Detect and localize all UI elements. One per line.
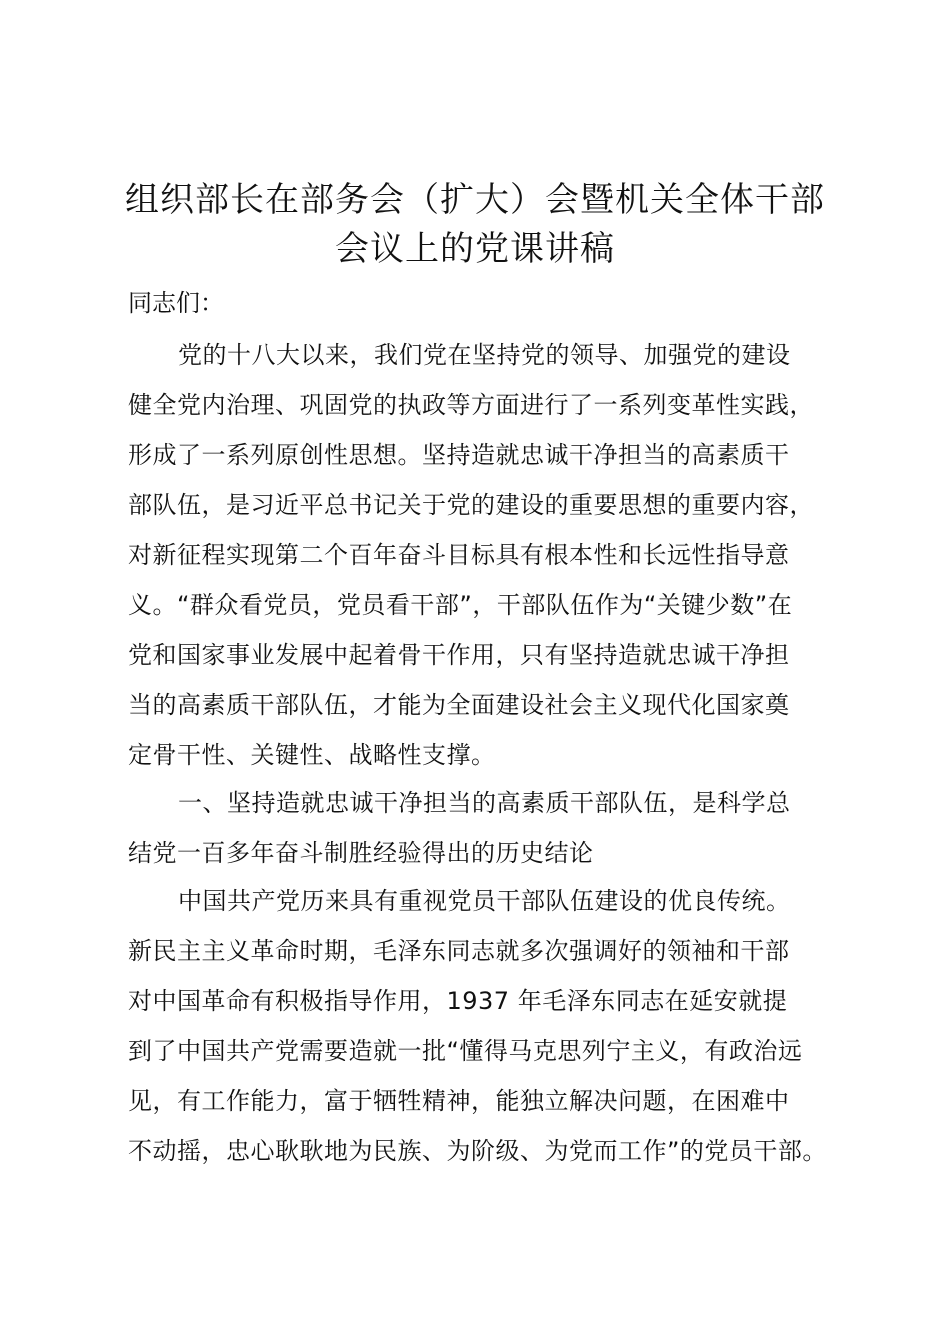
text-line: 当的高素质干部队伍，才能为全面建设社会主义现代化国家奠: [128, 691, 790, 719]
paragraph-history: [128, 876, 858, 1176]
text-line: 结党一百多年奋斗制胜经验得出的历史结论: [128, 839, 594, 867]
text-line: 健全党内治理、巩固党的执政等方面进行了一系列变革性实践，: [128, 391, 814, 419]
section-heading-1: [128, 778, 858, 878]
salutation: 同志们：: [128, 289, 224, 317]
document-title: [100, 176, 850, 274]
title-line: 会议上的党课讲稿: [335, 229, 615, 269]
text-line: 形成了一系列原创性思想。坚持造就忠诚干净担当的高素质干: [128, 441, 790, 469]
paragraph-intro: [128, 330, 858, 780]
text-line: 对中国革命有积极指导作用，1937 年毛泽东同志在延安就提: [128, 987, 788, 1015]
text-line: 党和国家事业发展中起着骨干作用，只有坚持造就忠诚干净担: [128, 641, 790, 669]
text-line: 中国共产党历来具有重视党员干部队伍建设的优良传统。: [178, 887, 791, 915]
text-line: 定骨干性、关键性、战略性支撑。: [128, 741, 496, 769]
text-line: 到了中国共产党需要造就一批“懂得马克思列宁主义，有政治远: [128, 1037, 803, 1065]
text-line: 党的十八大以来，我们党在坚持党的领导、加强党的建设: [178, 341, 791, 369]
text-line: 见，有工作能力，富于牺牲精神，能独立解决问题，在困难中: [128, 1087, 790, 1115]
title-line: 组织部长在部务会（扩大）会暨机关全体干部: [125, 180, 825, 220]
text-line: 义。“群众看党员，党员看干部”，干部队伍作为“关键少数”在: [128, 591, 793, 619]
text-line: 对新征程实现第二个百年奋斗目标具有根本性和长远性指导意: [128, 541, 790, 569]
text-line: 部队伍，是习近平总书记关于党的建设的重要思想的重要内容，: [128, 491, 814, 519]
text-line: 一、坚持造就忠诚干净担当的高素质干部队伍，是科学总: [178, 789, 791, 817]
text-line: 新民主主义革命时期，毛泽东同志就多次强调好的领袖和干部: [128, 937, 790, 965]
text-line: 不动摇，忠心耿耿地为民族、为阶级、为党而工作”的党员干部。: [128, 1137, 827, 1165]
